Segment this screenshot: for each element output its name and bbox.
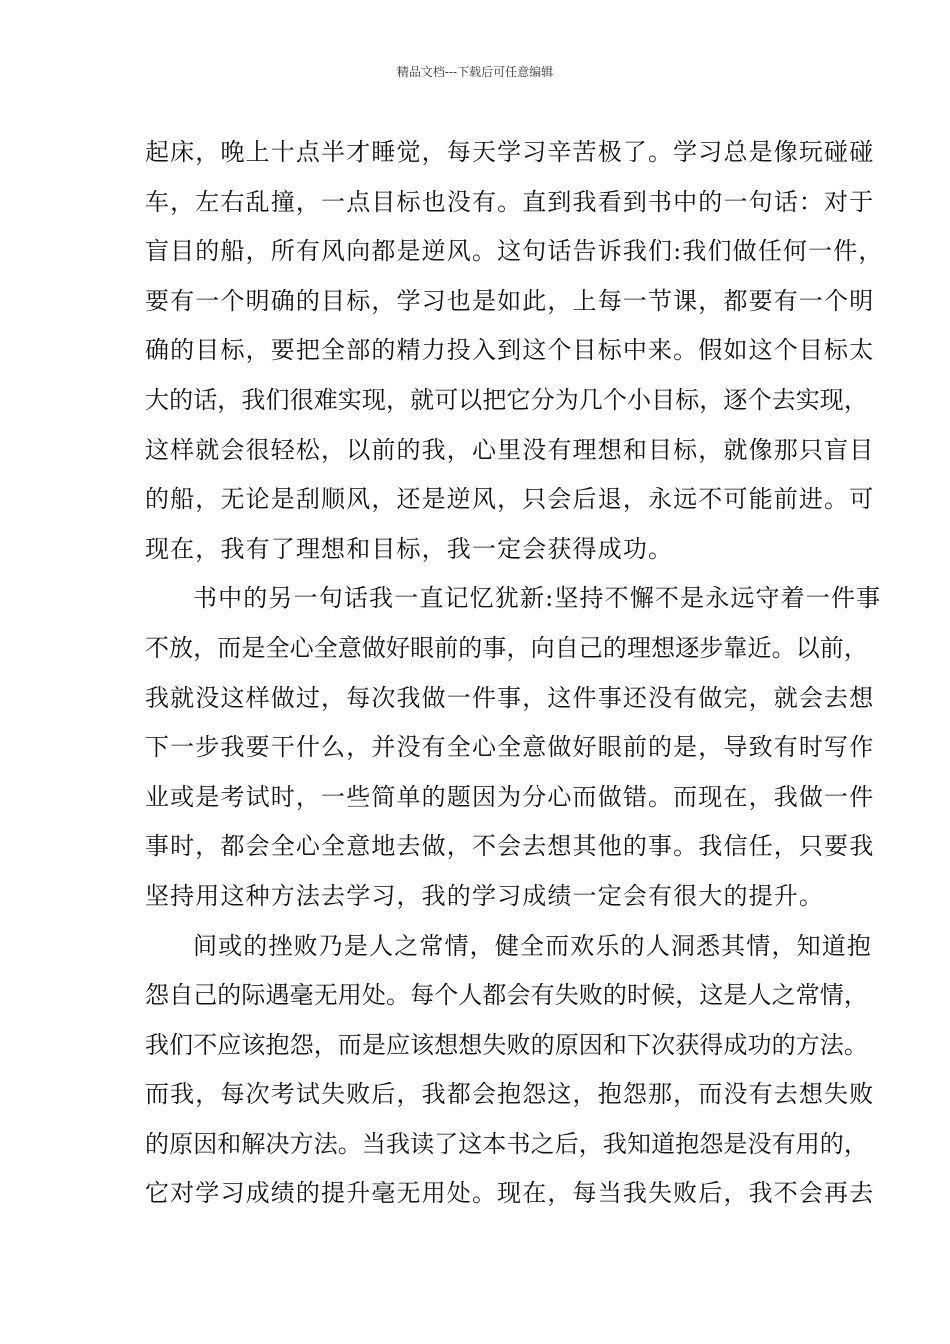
text-line: 不放，而是全心全意做好眼前的事，向自己的理想逐步靠近。以前， xyxy=(145,633,868,662)
text-line: 要有一个明确的目标，学习也是如此，上每一节课，都要有一个明 xyxy=(145,286,875,315)
paragraph-first-line: 书中的另一句话我一直记忆犹新:坚持不懈不是永远守着一件事 xyxy=(193,584,882,613)
text-line: 坚持用这种方法去学习，我的学习成绩一定会有很大的提升。 xyxy=(145,881,825,910)
text-line: 确的目标，要把全部的精力投入到这个目标中来。假如这个目标太 xyxy=(145,336,875,365)
text-line: 大的话，我们很难实现，就可以把它分为几个小目标，逐个去实现， xyxy=(145,385,868,414)
text-line: 业或是考试时，一些简单的题因为分心而做错。而现在，我做一件 xyxy=(145,782,875,811)
text-line: 这样就会很轻松，以前的我，心里没有理想和目标，就像那只盲目 xyxy=(145,435,875,464)
text-line: 盲目的船，所有风向都是逆风。这句话告诉我们:我们做任何一件， xyxy=(145,237,884,266)
text-line: 现在，我有了理想和目标，我一定会获得成功。 xyxy=(145,534,674,563)
text-line: 我们不应该抱怨，而是应该想想失败的原因和下次获得成功的方法。 xyxy=(145,1030,868,1059)
text-line: 我就没这样做过，每次我做一件事，这件事还没有做完，就会去想 xyxy=(145,683,875,712)
paragraph-first-line: 间或的挫败乃是人之常情，健全而欢乐的人洞悉其情，知道抱 xyxy=(193,931,873,960)
text-line: 事时，都会全心全意地去做，不会去想其他的事。我信任，只要我 xyxy=(145,832,875,861)
text-line: 它对学习成绩的提升毫无用处。现在，每当我失败后，我不会再去 xyxy=(145,1179,875,1208)
text-line: 怨自己的际遇毫无用处。每个人都会有失败的时候，这是人之常情， xyxy=(145,981,868,1010)
body-text xyxy=(145,128,884,1219)
text-line: 车，左右乱撞，一点目标也没有。直到我看到书中的一句话：对于 xyxy=(145,187,875,216)
text-line: 的船，无论是刮顺风，还是逆风，只会后退，永远不可能前进。可 xyxy=(145,485,875,514)
page-header: 精品文档---下载后可任意编辑 xyxy=(396,65,554,79)
text-line: 而我，每次考试失败后，我都会抱怨这，抱怨那，而没有去想失败 xyxy=(145,1080,875,1109)
text-line: 起床，晚上十点半才睡觉，每天学习辛苦极了。学习总是像玩碰碰 xyxy=(145,138,875,166)
text-line: 下一步我要干什么，并没有全心全意做好眼前的是，导致有时写作 xyxy=(145,733,875,762)
text-line: 的原因和解决方法。当我读了这本书之后，我知道抱怨是没有用的， xyxy=(145,1129,868,1158)
